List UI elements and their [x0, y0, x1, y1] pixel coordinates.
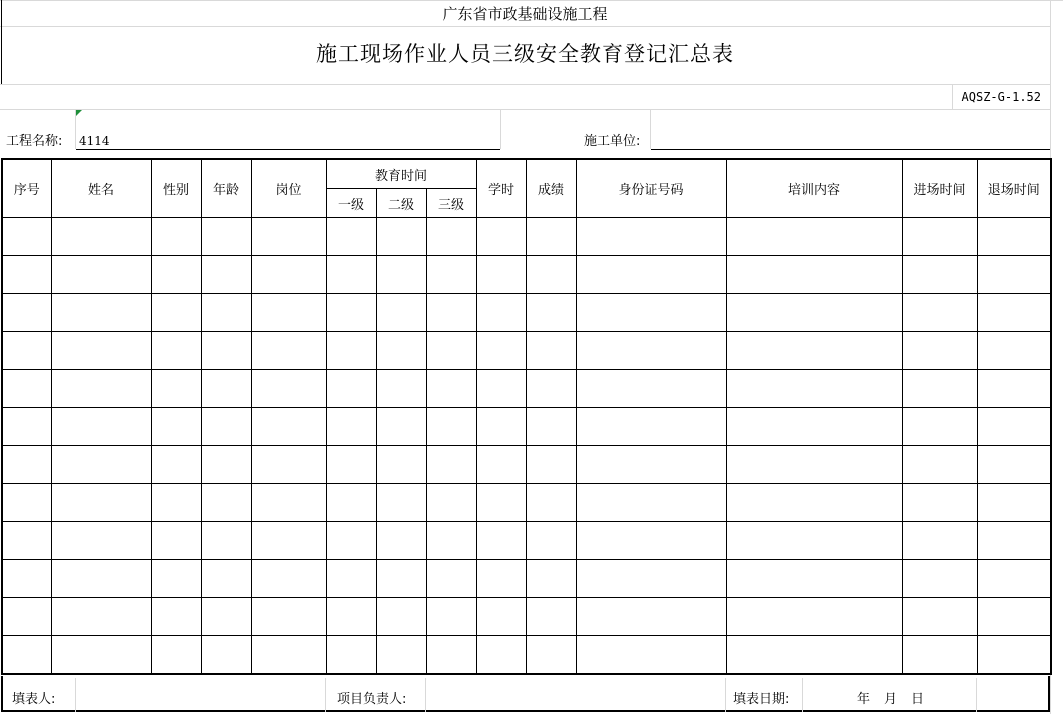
table-row — [2, 522, 1051, 560]
header-training-content: 培训内容 — [726, 159, 902, 218]
table-cell[interactable] — [576, 294, 726, 332]
table-cell[interactable] — [51, 598, 151, 636]
table-cell[interactable] — [576, 408, 726, 446]
table-cell[interactable] — [526, 598, 576, 636]
table-cell[interactable] — [526, 370, 576, 408]
table-cell[interactable] — [426, 446, 476, 484]
gridline — [0, 0, 1063, 1]
table-cell[interactable] — [526, 560, 576, 598]
table-cell[interactable] — [2, 256, 51, 294]
table-row — [2, 560, 1051, 598]
table-cell[interactable] — [977, 256, 1051, 294]
table-cell[interactable] — [151, 522, 201, 560]
table-cell[interactable] — [2, 636, 51, 675]
table-cell[interactable] — [902, 522, 977, 560]
table-cell[interactable] — [902, 560, 977, 598]
table-cell[interactable] — [326, 598, 376, 636]
fill-date-label: 填表日期: — [733, 692, 790, 707]
table-cell[interactable] — [2, 598, 51, 636]
table-cell[interactable] — [902, 218, 977, 256]
gridline — [0, 84, 1050, 85]
table-cell[interactable] — [376, 522, 426, 560]
table-cell[interactable] — [526, 218, 576, 256]
table-cell[interactable] — [51, 218, 151, 256]
table-cell[interactable] — [2, 370, 51, 408]
table-cell[interactable] — [326, 256, 376, 294]
table-cell[interactable] — [51, 332, 151, 370]
header-hours: 学时 — [476, 159, 526, 218]
table-cell[interactable] — [376, 636, 426, 675]
table-cell[interactable] — [476, 446, 526, 484]
gridline — [725, 678, 726, 712]
table-cell[interactable] — [376, 560, 426, 598]
table-cell[interactable] — [51, 256, 151, 294]
gridline — [500, 109, 501, 149]
table-cell[interactable] — [376, 218, 426, 256]
table-cell[interactable] — [726, 484, 902, 522]
table-cell[interactable] — [576, 256, 726, 294]
table-cell[interactable] — [251, 218, 326, 256]
table-cell[interactable] — [476, 332, 526, 370]
header-id-number: 身份证号码 — [576, 159, 726, 218]
table-row — [2, 408, 1051, 446]
table-row — [2, 484, 1051, 522]
table-cell[interactable] — [201, 446, 251, 484]
table-cell[interactable] — [726, 370, 902, 408]
gridline — [802, 678, 803, 712]
table-cell[interactable] — [151, 598, 201, 636]
table-cell[interactable] — [2, 484, 51, 522]
table-body — [2, 218, 1051, 675]
gridline — [425, 678, 426, 712]
table-cell[interactable] — [476, 218, 526, 256]
table-cell[interactable] — [201, 408, 251, 446]
date-year: 年 — [857, 692, 871, 707]
table-row — [2, 332, 1051, 370]
table-cell[interactable] — [977, 446, 1051, 484]
table-cell[interactable] — [251, 446, 326, 484]
table-cell[interactable] — [2, 560, 51, 598]
table-cell[interactable] — [326, 446, 376, 484]
project-name-value[interactable]: 4114 — [79, 134, 110, 148]
date-day: 日 — [911, 692, 925, 707]
gridline — [952, 84, 953, 109]
table-cell[interactable] — [526, 446, 576, 484]
table-cell[interactable] — [201, 522, 251, 560]
table-cell[interactable] — [426, 598, 476, 636]
table-cell[interactable] — [902, 446, 977, 484]
table-cell[interactable] — [902, 408, 977, 446]
table-cell[interactable] — [151, 256, 201, 294]
table-cell[interactable] — [576, 446, 726, 484]
table-row — [2, 446, 1051, 484]
project-name-label: 工程名称: — [6, 134, 63, 149]
table-cell[interactable] — [51, 484, 151, 522]
table-cell[interactable] — [201, 218, 251, 256]
header-edu-time: 教育时间 — [326, 159, 476, 189]
table-cell[interactable] — [977, 484, 1051, 522]
table-cell[interactable] — [726, 598, 902, 636]
table-cell[interactable] — [902, 332, 977, 370]
table-cell[interactable] — [726, 294, 902, 332]
table-cell[interactable] — [201, 294, 251, 332]
table-cell[interactable] — [977, 294, 1051, 332]
table-cell[interactable] — [251, 370, 326, 408]
table-cell[interactable] — [51, 446, 151, 484]
table-cell[interactable] — [726, 446, 902, 484]
filler-label: 填表人: — [12, 692, 56, 707]
table-cell[interactable] — [376, 370, 426, 408]
table-cell[interactable] — [151, 408, 201, 446]
table-cell[interactable] — [376, 598, 426, 636]
table-cell[interactable] — [576, 332, 726, 370]
table-cell[interactable] — [726, 332, 902, 370]
table-cell[interactable] — [201, 332, 251, 370]
table-cell[interactable] — [576, 636, 726, 675]
table-cell[interactable] — [902, 256, 977, 294]
table-cell[interactable] — [326, 218, 376, 256]
table-cell[interactable] — [251, 598, 326, 636]
header-level-2: 二级 — [376, 189, 426, 218]
table-cell[interactable] — [151, 218, 201, 256]
table-cell[interactable] — [977, 370, 1051, 408]
table-cell[interactable] — [726, 218, 902, 256]
table-cell[interactable] — [576, 370, 726, 408]
table-cell[interactable] — [526, 256, 576, 294]
table-cell[interactable] — [251, 636, 326, 675]
header-level-3: 三级 — [426, 189, 476, 218]
header-seq: 序号 — [2, 159, 51, 218]
table-cell[interactable] — [426, 218, 476, 256]
table-cell[interactable] — [201, 370, 251, 408]
project-manager-label: 项目负责人: — [337, 692, 407, 707]
table-cell[interactable] — [251, 408, 326, 446]
table-cell[interactable] — [426, 332, 476, 370]
table-cell[interactable] — [51, 370, 151, 408]
gridline — [650, 109, 651, 149]
table-cell[interactable] — [376, 332, 426, 370]
table-cell[interactable] — [2, 446, 51, 484]
table-cell[interactable] — [201, 636, 251, 675]
table-cell[interactable] — [201, 256, 251, 294]
table-row — [2, 598, 1051, 636]
table-cell[interactable] — [376, 408, 426, 446]
table-cell[interactable] — [526, 408, 576, 446]
table-cell[interactable] — [2, 294, 51, 332]
table-cell[interactable] — [151, 446, 201, 484]
cell-comment-indicator — [76, 110, 82, 116]
date-month: 月 — [884, 692, 898, 707]
table-cell[interactable] — [251, 256, 326, 294]
table-cell[interactable] — [476, 408, 526, 446]
table-cell[interactable] — [2, 218, 51, 256]
table-cell[interactable] — [726, 560, 902, 598]
gridline — [976, 678, 977, 712]
table-cell[interactable] — [326, 522, 376, 560]
table-cell[interactable] — [326, 294, 376, 332]
table-cell[interactable] — [426, 294, 476, 332]
table-cell[interactable] — [426, 256, 476, 294]
table-cell[interactable] — [426, 522, 476, 560]
table-cell[interactable] — [526, 332, 576, 370]
construction-unit-underline — [651, 149, 1050, 150]
table-cell[interactable] — [251, 522, 326, 560]
table-cell[interactable] — [376, 256, 426, 294]
table-cell[interactable] — [476, 256, 526, 294]
table-cell[interactable] — [977, 560, 1051, 598]
table-cell[interactable] — [476, 294, 526, 332]
table-cell[interactable] — [51, 560, 151, 598]
table-cell[interactable] — [526, 636, 576, 675]
table-cell[interactable] — [576, 598, 726, 636]
form-code: AQSZ-G-1.52 — [961, 90, 1041, 104]
table-cell[interactable] — [151, 636, 201, 675]
table-cell[interactable] — [526, 484, 576, 522]
table-cell[interactable] — [151, 484, 201, 522]
table-cell[interactable] — [902, 370, 977, 408]
table-cell[interactable] — [201, 560, 251, 598]
table-cell[interactable] — [326, 560, 376, 598]
table-cell[interactable] — [326, 636, 376, 675]
table-cell[interactable] — [476, 560, 526, 598]
table-cell[interactable] — [326, 484, 376, 522]
header-gender: 性别 — [151, 159, 201, 218]
table-cell[interactable] — [376, 294, 426, 332]
table-row — [2, 294, 1051, 332]
table-cell[interactable] — [201, 598, 251, 636]
table-cell[interactable] — [476, 484, 526, 522]
gridline — [0, 109, 1050, 110]
registration-table — [1, 158, 1052, 675]
table-cell[interactable] — [326, 370, 376, 408]
table-cell[interactable] — [151, 294, 201, 332]
table-cell[interactable] — [326, 332, 376, 370]
header-exit-time: 退场时间 — [977, 159, 1051, 218]
table-cell[interactable] — [376, 484, 426, 522]
table-cell[interactable] — [151, 560, 201, 598]
table-cell[interactable] — [251, 332, 326, 370]
table-cell[interactable] — [51, 408, 151, 446]
gridline — [325, 678, 326, 712]
table-cell[interactable] — [476, 636, 526, 675]
table-cell[interactable] — [2, 522, 51, 560]
table-cell[interactable] — [576, 522, 726, 560]
table-cell[interactable] — [902, 636, 977, 675]
table-cell[interactable] — [576, 560, 726, 598]
table-cell[interactable] — [977, 522, 1051, 560]
table-cell[interactable] — [201, 484, 251, 522]
table-cell[interactable] — [251, 294, 326, 332]
table-cell[interactable] — [977, 218, 1051, 256]
table-cell[interactable] — [902, 598, 977, 636]
header-score: 成绩 — [526, 159, 576, 218]
table-cell[interactable] — [526, 294, 576, 332]
table-cell[interactable] — [576, 484, 726, 522]
header-enter-time: 进场时间 — [902, 159, 977, 218]
table-cell[interactable] — [902, 294, 977, 332]
table-cell[interactable] — [376, 446, 426, 484]
construction-unit-label: 施工单位: — [584, 134, 641, 149]
table-cell[interactable] — [977, 408, 1051, 446]
table-cell[interactable] — [426, 560, 476, 598]
table-cell[interactable] — [51, 294, 151, 332]
table-cell[interactable] — [151, 370, 201, 408]
table-header-row — [2, 159, 1051, 189]
table-cell[interactable] — [526, 522, 576, 560]
table-cell[interactable] — [726, 522, 902, 560]
table-cell[interactable] — [251, 560, 326, 598]
table-cell[interactable] — [977, 598, 1051, 636]
table-cell[interactable] — [326, 408, 376, 446]
table-row — [2, 370, 1051, 408]
table-row — [2, 218, 1051, 256]
table-cell[interactable] — [426, 484, 476, 522]
table-cell[interactable] — [426, 408, 476, 446]
page-title: 施工现场作业人员三级安全教育登记汇总表 — [316, 42, 734, 66]
table-cell[interactable] — [726, 408, 902, 446]
header-level-1: 一级 — [326, 189, 376, 218]
table-cell[interactable] — [476, 522, 526, 560]
gridline — [0, 26, 1050, 27]
table-cell[interactable] — [2, 408, 51, 446]
table-cell[interactable] — [151, 332, 201, 370]
table-cell[interactable] — [576, 218, 726, 256]
table-cell[interactable] — [726, 636, 902, 675]
org-title: 广东省市政基础设施工程 — [442, 5, 608, 23]
header-age: 年龄 — [201, 159, 251, 218]
table-cell[interactable] — [977, 636, 1051, 675]
table-row — [2, 636, 1051, 675]
header-name: 姓名 — [51, 159, 151, 218]
table-cell[interactable] — [51, 636, 151, 675]
table-cell[interactable] — [977, 332, 1051, 370]
table-cell[interactable] — [726, 256, 902, 294]
table-cell[interactable] — [426, 636, 476, 675]
project-name-underline — [76, 149, 500, 150]
table-cell[interactable] — [426, 370, 476, 408]
table-cell[interactable] — [51, 522, 151, 560]
table-cell[interactable] — [902, 484, 977, 522]
header-post: 岗位 — [251, 159, 326, 218]
table-cell[interactable] — [476, 598, 526, 636]
table-cell[interactable] — [251, 484, 326, 522]
table-row — [2, 256, 1051, 294]
table-cell[interactable] — [476, 370, 526, 408]
gridline — [75, 678, 76, 712]
table-cell[interactable] — [2, 332, 51, 370]
